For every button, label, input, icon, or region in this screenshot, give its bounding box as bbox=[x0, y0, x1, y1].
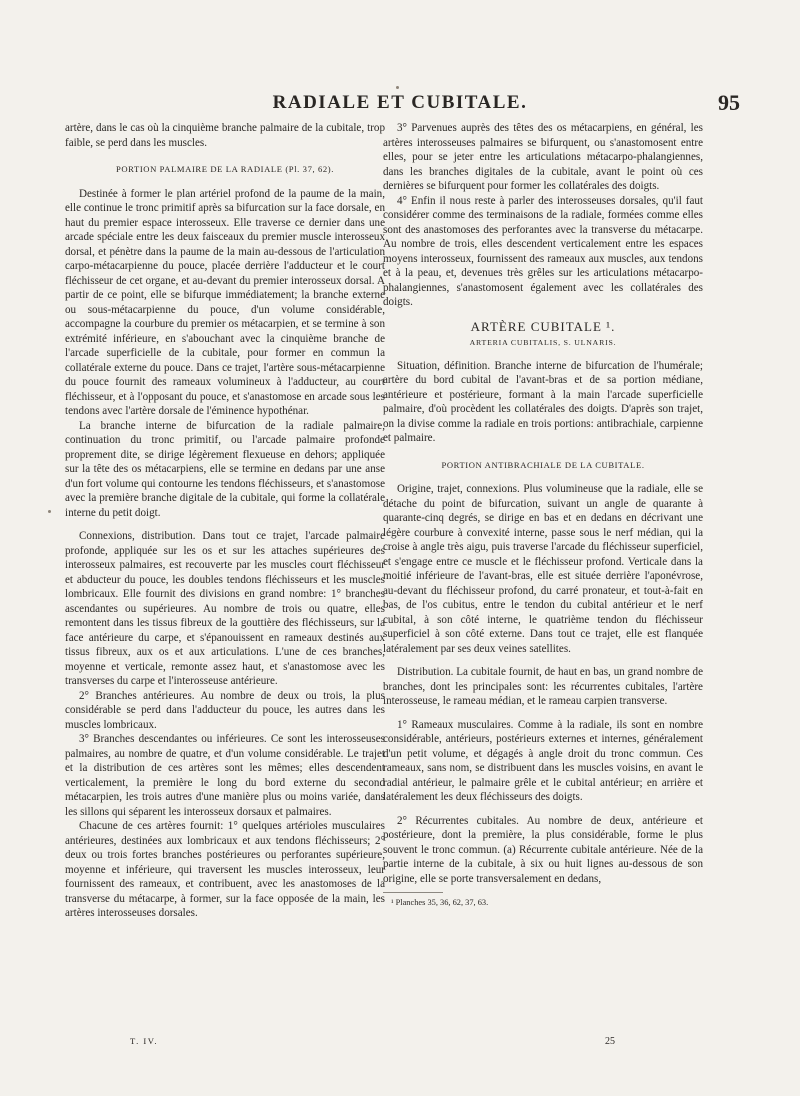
paragraph: Origine, trajet, connexions. Plus volumineuse que la radiale, elle se détache du point de bifurcation, suivant un angle de quarante à quarante-cinq degrés, se dirige en bas et en dedans en décrivant une légère courbure à convexité interne, passe sous le nerf médian, qui la croise à angle très aigu, puis traverse l'arcade du fléchisseur superficiel, et s'engage entre ce muscle et le fléchisseur profond. Verticale dans la moitié inférieure de l'avant-bras, elle est située derrière l'aponévrose, au-devant du fléchisseur profond, du carré pronateur, et tout-à-fait en bas, de l'os cubitus, entre le tendon du cubital antérieur et le nerf cubital, à son côté interne, le quatrième tendon du fléchisseur superficiel à son côté externe. Dans tout ce trajet, elle est flanquée latéralement par ses deux veines satellites. bbox=[383, 483, 703, 655]
paragraph: Situation, définition. Branche interne de bifurcation de l'humérale; artère du bord cubital de l'avant-bras et de sa portion médiane, antérieure et postérieure, formant à la main l'arcade superficielle palmaire, d'où procèdent les collatérales des doigts. D'après son trajet, on la divise comme la radiale en trois portions: antibrachiale, carpienne et palmaire. bbox=[383, 359, 703, 444]
footnote: ¹ Planches 35, 36, 62, 37, 63. bbox=[391, 898, 489, 907]
ink-speck bbox=[396, 86, 399, 89]
section-heading: PORTION PALMAIRE DE LA RADIALE (Pl. 37, 62). bbox=[116, 164, 334, 174]
signature-number: 25 bbox=[605, 1036, 615, 1047]
footnote-rule bbox=[383, 892, 443, 893]
paragraph: Chacune de ces artères fournit: 1° quelques artérioles musculaires antérieures, destinées aux lombricaux et aux tendons fléchisseurs; 2° deux ou trois fortes branches postérieures ou perforantes supérieure, moyenne et inférieure, qui traversent les muscles interosseux, leur fournissent des rameaux, et contribuent, avec les anastomoses de la transverse du métacarpe, à former, sur la face opposée de la main, les artères interosseuses dorsales. bbox=[65, 820, 385, 919]
paragraph: Destinée à former le plan artériel profond de la paume de la main, elle continue le tronc primitif après sa bifurcation sur la face dorsale, en haut du premier espace interosseux. Elle traverse ce dernier dans une arcade spéciale entre les deux faisceaux du premier muscle interosseux dorsal, et pénètre dans la paume de la main au-dessous de l'articulation carpo-métacarpienne du pouce, placée derrière l'adducteur et le court fléchisseur de cet organe, et au-devant du premier interosseux dorsal. A partir de ce point, elle se bifurque immédiatement; la branche externe ou sous-métacarpienne du pouce, d'un volume considérable, accompagne la courbure du premier os métacarpien, et se termine à son extrémité inférieure, en s'abouchant avec la cinquième branche de l'arcade superficielle de la cubitale, pour former en commun la collatérale externe du pouce. Dans ce trajet, l'artère sous-métacarpienne du pouce fournit des rameaux volumineux à l'adducteur, au court fléchisseur, et à l'opposant du pouce, et s'anastomose en arcade sous les tendons avec l'artère dorsale de l'éminence hypothénar. bbox=[65, 187, 385, 417]
running-head bbox=[60, 92, 740, 116]
page-number: 95 bbox=[718, 90, 740, 115]
paragraph: 3° Branches descendantes ou inférieures. Ce sont les interosseuses palmaires, au nombre de quatre, et d'un volume considérable. Le trajet et la distribution de ces artères sont les mêmes; elles descendent verticalement, la première le long du bord externe du second métacarpien, les trois autres d'une manière plus ou moins variée, dans les sillons qui séparent les interosseux dorsaux et palmaires. bbox=[65, 733, 385, 818]
paragraph: 2° Branches antérieures. Au nombre de deux ou trois, la plus considérable se perd dans l'adducteur du pouce, les autres dans les muscles lombricaux. bbox=[65, 689, 385, 731]
right-column bbox=[383, 121, 703, 909]
paragraph: Connexions, distribution. Dans tout ce trajet, l'arcade palmaire profonde, appliquée sur les os et sur les attaches supérieures des interosseux palmaires, est recouverte par les muscles court fléchisseur et abducteur du pouce, les doubles tendons fléchisseurs et les muscles lombricaux. Elle fournit des divisions en grand nombre: 1° branches ascendantes ou supérieures. Au nombre de trois ou quatre, elles remontent dans les tissus fibreux de la gouttière des fléchisseurs, sur la face antérieure du carpe, et s'épanouissent en rameaux destinés aux tissus fibreux, aux os et aux articulations. L'une de ces branches, moyenne et verticale, remonte assez haut, et s'anastomose avec les transverses du carpe et l'interosseuse antérieure. bbox=[65, 530, 385, 687]
section-heading: PORTION ANTIBRACHIALE DE LA CUBITALE. bbox=[441, 459, 645, 470]
running-title: RADIALE ET CUBITALE. bbox=[272, 92, 528, 113]
paragraph: 4° Enfin il nous reste à parler des interosseuses dorsales, qu'il faut considérer comme des terminaisons de la radiale, formées comme elles sont des anastomoses des perforantes avec la transverse du métacarpe. Au nombre de trois, elles descendent verticalement entre les espaces moyens interosseux, fournissent des rameaux aux muscles, aux tendons et à la peau, et, devenues très grêles sur les articulations métacarpo-phalangiennes, s'anastomosent également avec les collatérales des doigts. bbox=[383, 194, 703, 308]
ink-speck bbox=[48, 510, 51, 513]
paragraph: Distribution. La cubitale fournit, de haut en bas, un grand nombre de branches, dont les principales sont: les récurrentes cubitales, l'artère interosseuse, le rameau médian, et le rameau carpien transverse. bbox=[383, 666, 703, 707]
paragraph: La branche interne de bifurcation de la radiale palmaire, continuation du tronc primitif, ou l'arcade palmaire profonde proprement dite, se dirige légèrement flexueuse en dehors; appliquée sur la tête des os métacarpiens, elle se termine en dedans par une anse d'un fort volume qui contourne les tendons fléchisseurs, et s'anastomose avec la première branche digitale de la cubitale, qui forme la collatérale interne du petit doigt. bbox=[65, 419, 385, 519]
paragraph: 1° Rameaux musculaires. Comme à la radiale, ils sont en nombre considérable, antérieurs, postérieurs externes et internes, généralement d'un petit volume, et dégagés à angle droit du tronc commun. Ces rameaux, sans nom, se distribuent dans les muscles voisins, en avant le radial antérieur, le palmaire grêle et le cubital antérieur; en arrière et latéralement les deux fléchisseurs des doigts. bbox=[383, 718, 703, 803]
paragraph: artère, dans le cas où la cinquième branche palmaire de la cubitale, trop faible, se perd dans les muscles. bbox=[65, 122, 385, 149]
section-heading: ARTÈRE CUBITALE ¹. bbox=[470, 318, 616, 334]
section-heading: ARTERIA CUBITALIS, S. ULNARIS. bbox=[469, 338, 617, 347]
volume-signature: T. IV. bbox=[130, 1036, 159, 1046]
left-column bbox=[65, 121, 385, 921]
paragraph: 2° Récurrentes cubitales. Au nombre de deux, antérieure et postérieure, dont la première, la plus considérable, forme le plus souvent le tronc commun. (a) Récurrente cubitale antérieure. Née de la partie interne de la cubitale, à six ou huit lignes au-dessous de son origine, elle se porte transversalement en dedans, bbox=[383, 814, 703, 885]
paragraph: 3° Parvenues auprès des têtes des os métacarpiens, en général, les artères interosseuses palmaires se bifurquent, ou s'anastomosent entre elles, pour se jeter entre les articulations métacarpo-phalangiennes, dans les branches digitales de la cubitale, avant le point où ces dernières se bifurquent pour former les collatérales des doigts. bbox=[383, 122, 703, 192]
